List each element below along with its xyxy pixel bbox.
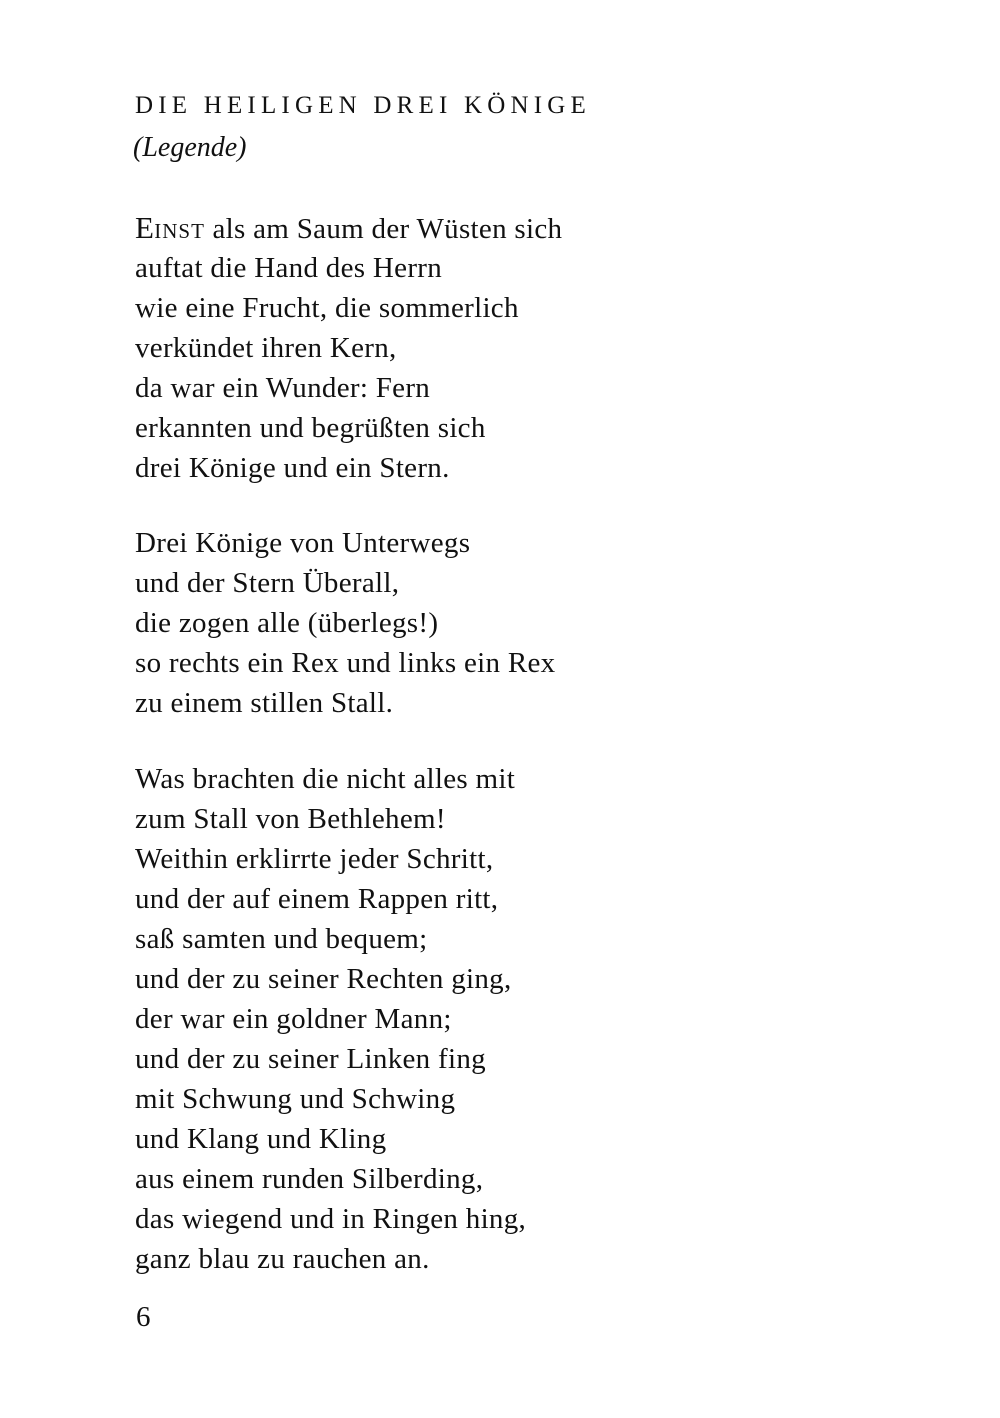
stanza-line: wie eine Frucht, die sommerlich — [135, 292, 519, 324]
stanza-line: mit Schwung und Schwing — [135, 1083, 456, 1115]
stanza-line: und der Stern Überall, — [135, 567, 400, 599]
stanza-line — [135, 208, 562, 248]
small-caps-word: INST — [154, 219, 205, 243]
stanza-line: Drei Könige von Unterwegs — [135, 527, 471, 559]
stanza-line: drei Könige und ein Stern. — [135, 452, 450, 484]
stanza-line: so rechts ein Rex und links ein Rex — [135, 647, 556, 679]
stanza-line: der war ein goldner Mann; — [135, 1003, 452, 1035]
stanza-line: und Klang und Kling — [135, 1123, 387, 1155]
stanza-line: zu einem stillen Stall. — [135, 687, 394, 719]
page-number: 6 — [136, 1301, 151, 1333]
stanza-line: und der zu seiner Rechten ging, — [135, 963, 512, 995]
stanza-line: ganz blau zu rauchen an. — [135, 1243, 430, 1275]
stanza-line: die zogen alle (überlegs!) — [135, 607, 439, 639]
stanza-line: verkündet ihren Kern, — [135, 332, 397, 364]
stanza-line: erkannten und begrüßten sich — [135, 412, 486, 444]
stanza-line: Weithin erklirrte jeder Schritt, — [135, 843, 494, 875]
stanza-2 — [135, 523, 555, 723]
stanza-line: zum Stall von Bethlehem! — [135, 803, 446, 835]
stanza-line: Was brachten die nicht alles mit — [135, 763, 516, 795]
drop-initial: E — [135, 210, 155, 245]
stanza-line: und der auf einem Rappen ritt, — [135, 883, 499, 915]
stanza-1 — [135, 208, 562, 488]
stanza-line: da war ein Wunder: Fern — [135, 372, 431, 404]
line-text: als am Saum der Wüsten sich — [204, 213, 563, 245]
stanza-line: saß samten und bequem; — [135, 923, 428, 955]
stanza-line: das wiegend und in Ringen hing, — [135, 1203, 527, 1235]
stanza-3 — [135, 759, 526, 1279]
poem-title: DIE HEILIGEN DREI KÖNIGE — [135, 92, 591, 119]
poem-subtitle: (Legende) — [133, 132, 247, 163]
stanza-line: und der zu seiner Linken fing — [135, 1043, 486, 1075]
stanza-line: auftat die Hand des Herrn — [135, 252, 443, 284]
stanza-line: aus einem runden Silberding, — [135, 1163, 484, 1195]
